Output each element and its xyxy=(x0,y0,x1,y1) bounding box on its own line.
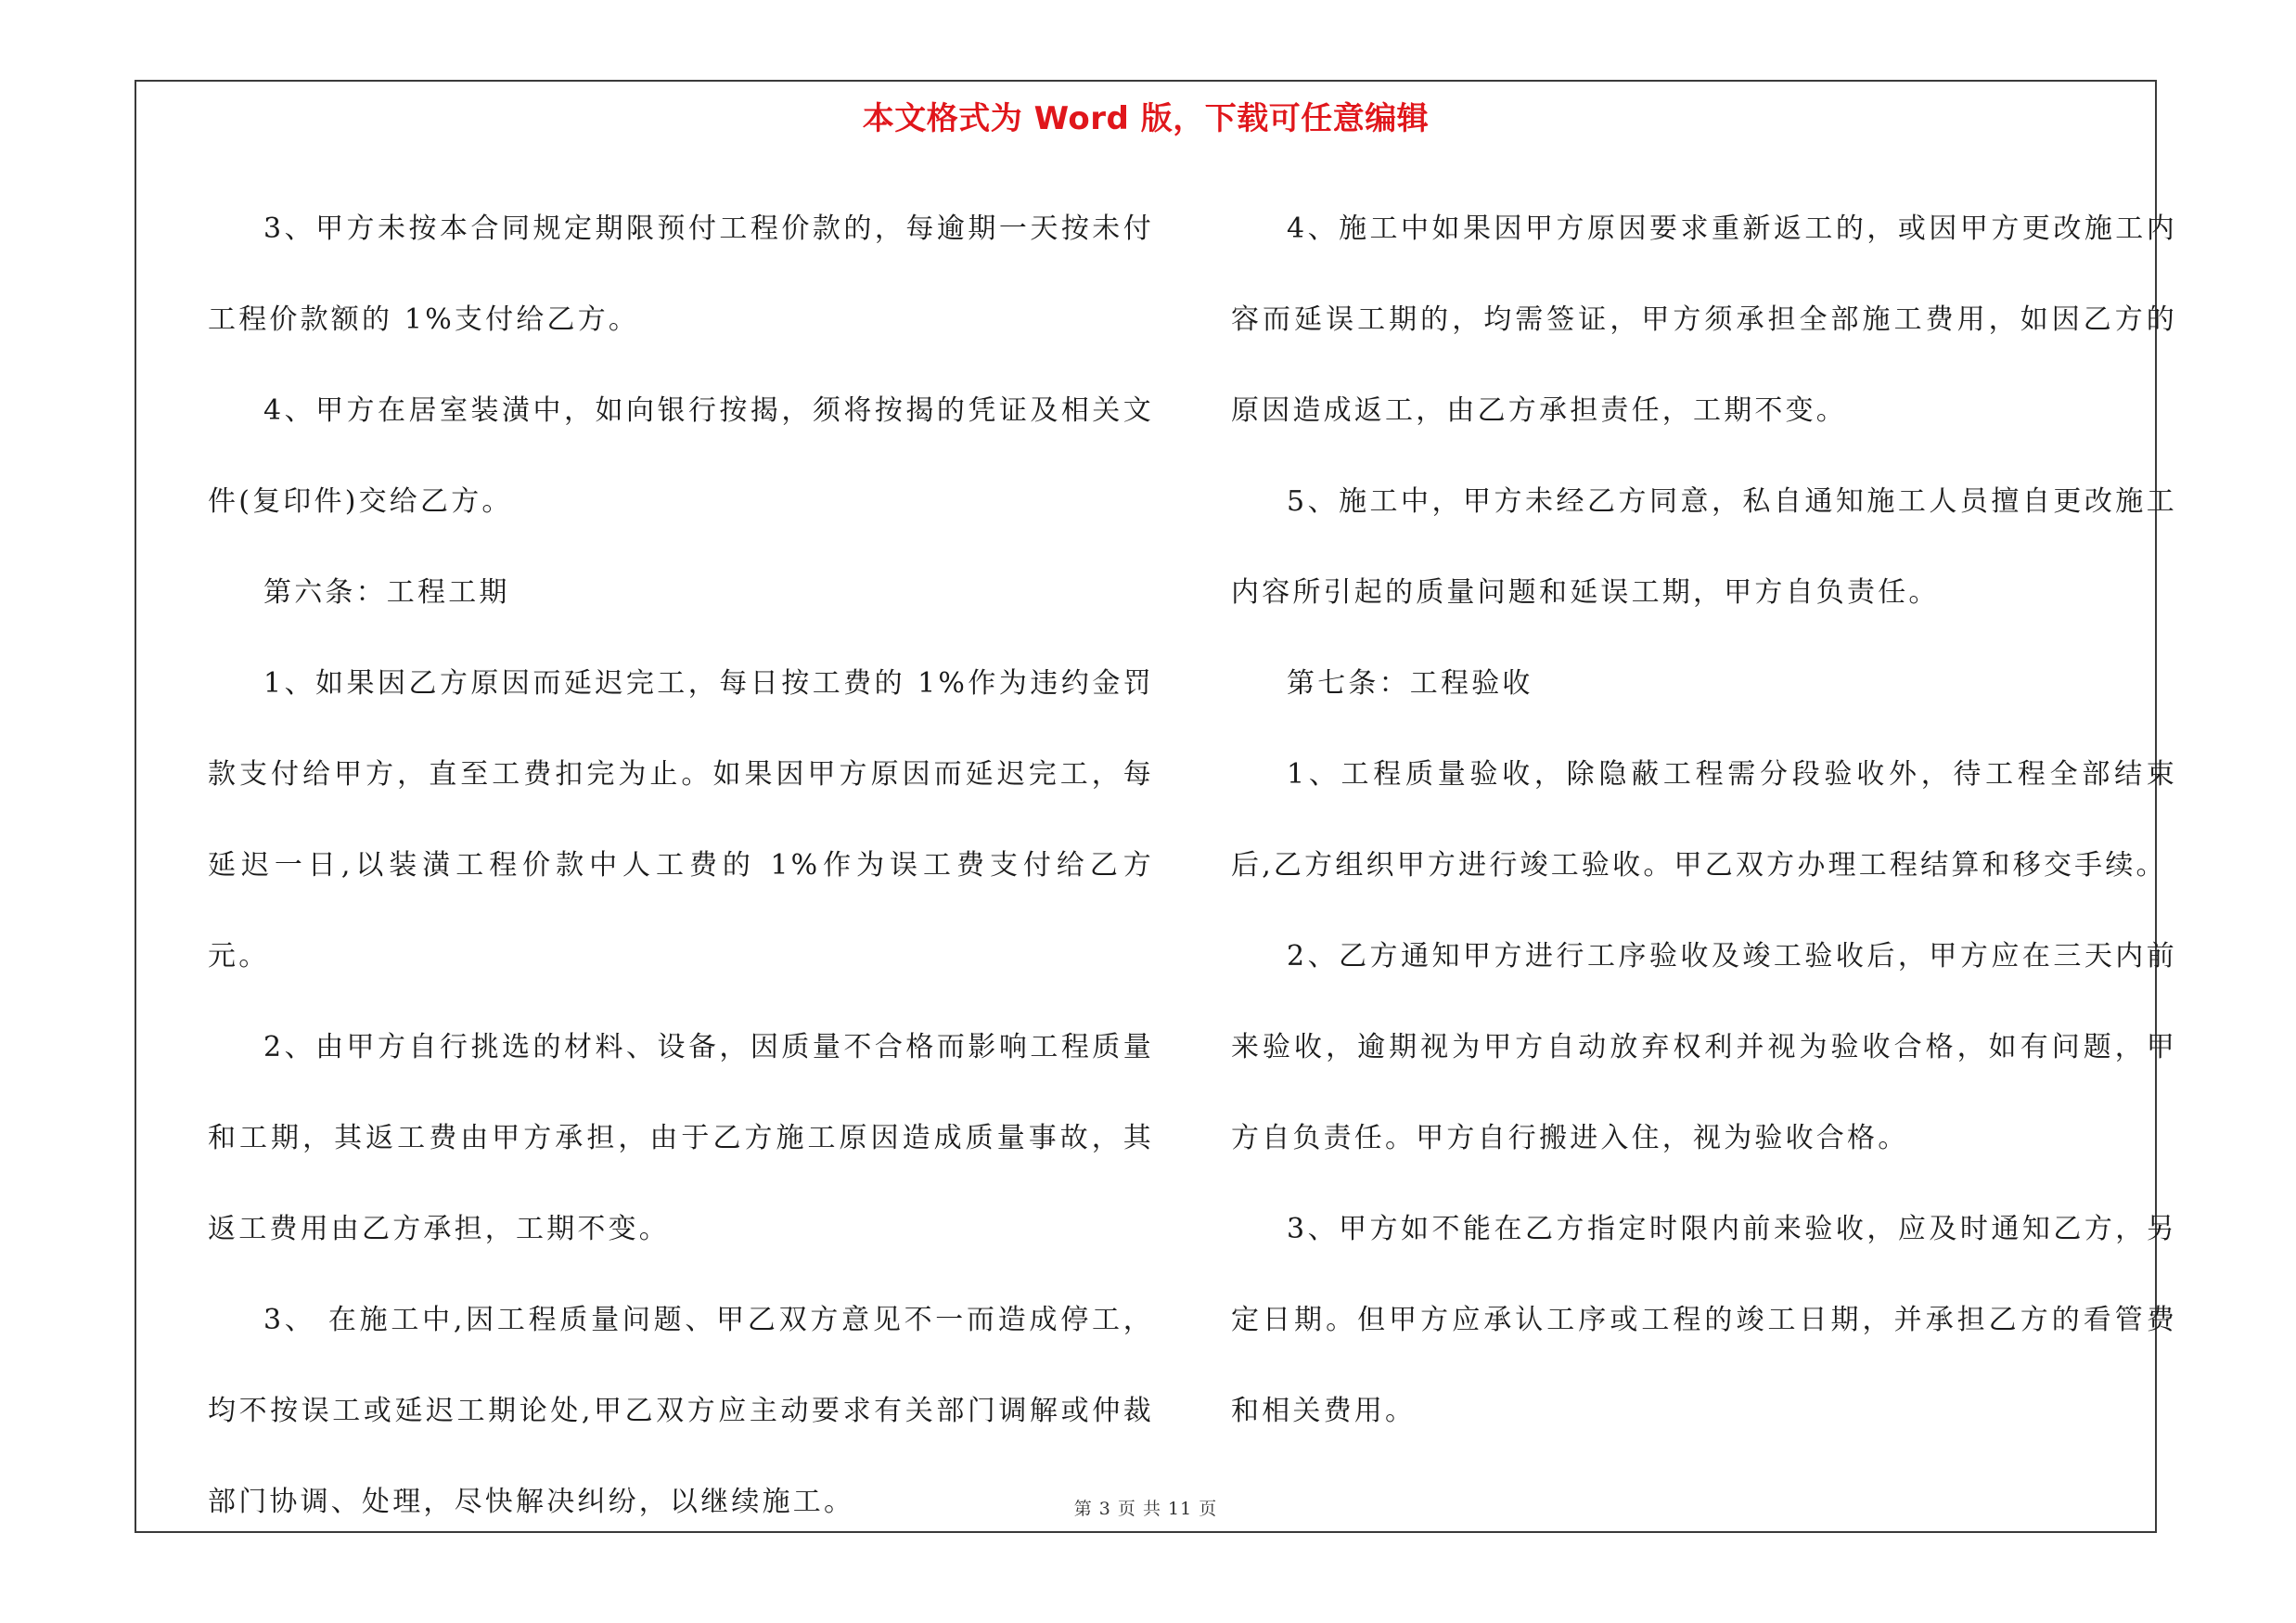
section-heading: 第六条：工程工期 xyxy=(263,576,510,609)
paragraph: 4、甲方在居室装潢中，如向银行按揭，须将按揭的凭证及相关文件(复印件)交给乙方。 xyxy=(208,394,1154,518)
paragraph: 1、如果因乙方原因而延迟完工，每日按工费的 1%作为违约金罚款支付给甲方，直至工费扣完为止。如果因甲方原因而延迟完工，每延迟一日,以装潢工程价款中人工费的 1%作为误工费支付给乙方 元。 xyxy=(208,667,1154,973)
section-heading: 第七条：工程验收 xyxy=(1287,667,1533,700)
right-column xyxy=(1231,184,2177,1457)
paragraph: 1、工程质量验收，除隐蔽工程需分段验收外，待工程全部结束后,乙方组织甲方进行竣工验收。甲乙双方办理工程结算和移交手续。 xyxy=(1231,758,2177,882)
paragraph: 2、乙方通知甲方进行工序验收及竣工验收后，甲方应在三天内前来验收，逾期视为甲方自动放弃权利并视为验收合格，如有问题，甲方自负责任。甲方自行搬进入住，视为验收合格。 xyxy=(1231,940,2177,1154)
paragraph: 4、施工中如果因甲方原因要求重新返工的，或因甲方更改施工内容而延误工期的，均需签证，甲方须承担全部施工费用，如因乙方的原因造成返工，由乙方承担责任，工期不变。 xyxy=(1231,213,2177,427)
left-column xyxy=(208,184,1154,1548)
paragraph: 3、甲方如不能在乙方指定时限内前来验收，应及时通知乙方，另定日期。但甲方应承认工序或工程的竣工日期，并承担乙方的看管费和相关费用。 xyxy=(1231,1213,2177,1427)
page-frame xyxy=(135,80,2177,1533)
paragraph: 3、甲方未按本合同规定期限预付工程价款的，每逾期一天按未付工程价款额的 1%支付给乙方。 xyxy=(208,213,1154,336)
word-format-banner: 本文格式为 Word 版，下载可任意编辑 xyxy=(862,100,1430,137)
paragraph: 3、 在施工中,因工程质量问题、甲乙双方意见不一而造成停工，均不按误工或延迟工期论处,甲乙双方应主动要求有关部门调解或仲裁部门协调、处理，尽快解决纠纷，以继续施工。 xyxy=(208,1304,1154,1518)
paragraph: 5、施工中，甲方未经乙方同意，私自通知施工人员擅自更改施工内容所引起的质量问题和延误工期，甲方自负责任。 xyxy=(1231,485,2177,609)
paragraph: 2、由甲方自行挑选的材料、设备，因质量不合格而影响工程质量和工期，其返工费由甲方承担，由于乙方施工原因造成质量事故，其返工费用由乙方承担，工期不变。 xyxy=(208,1031,1154,1245)
page-number: 第 3 页 共 11 页 xyxy=(1073,1499,1218,1519)
